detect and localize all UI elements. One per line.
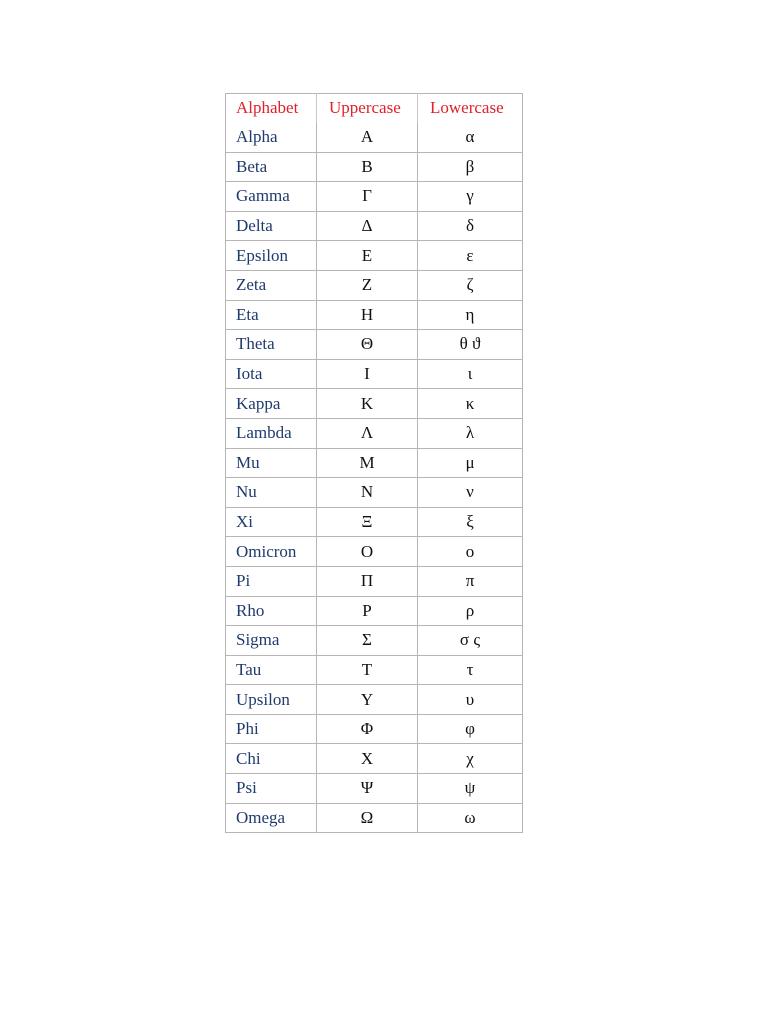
table-body [226,123,523,833]
uppercase-letter-cell: Σ [317,626,418,656]
lowercase-letter-cell: β [418,152,523,182]
lowercase-letter-cell: ο [418,537,523,567]
uppercase-letter-cell: Ν [317,478,418,508]
table-row [226,596,523,626]
uppercase-letter-cell: Κ [317,389,418,419]
lowercase-letter-cell: θ ϑ [418,330,523,360]
header-lowercase: Lowercase [418,94,523,123]
header-uppercase: Uppercase [317,94,418,123]
uppercase-letter-cell: Δ [317,211,418,241]
uppercase-letter-cell: Θ [317,330,418,360]
uppercase-letter-cell: Γ [317,182,418,212]
lowercase-letter-cell: ν [418,478,523,508]
lowercase-letter-cell: ψ [418,774,523,804]
lowercase-letter-cell: μ [418,448,523,478]
lowercase-letter-cell: τ [418,655,523,685]
table-row [226,330,523,360]
lowercase-letter-cell: φ [418,714,523,744]
lowercase-letter-cell: κ [418,389,523,419]
uppercase-letter-cell: Ι [317,359,418,389]
table-row [226,359,523,389]
uppercase-letter-cell: Χ [317,744,418,774]
table-row [226,270,523,300]
uppercase-letter-cell: Ψ [317,774,418,804]
letter-name-cell: Phi [226,714,317,744]
table-row [226,685,523,715]
uppercase-letter-cell: Ο [317,537,418,567]
table-row [226,507,523,537]
lowercase-letter-cell: δ [418,211,523,241]
lowercase-letter-cell: ξ [418,507,523,537]
uppercase-letter-cell: Μ [317,448,418,478]
lowercase-letter-cell: ε [418,241,523,271]
letter-name-cell: Delta [226,211,317,241]
greek-alphabet-table [225,93,523,833]
uppercase-letter-cell: Ζ [317,270,418,300]
letter-name-cell: Iota [226,359,317,389]
uppercase-letter-cell: Ρ [317,596,418,626]
uppercase-letter-cell: Φ [317,714,418,744]
lowercase-letter-cell: ι [418,359,523,389]
letter-name-cell: Lambda [226,418,317,448]
lowercase-letter-cell: ρ [418,596,523,626]
table-row [226,478,523,508]
table-row [226,774,523,804]
table-row [226,241,523,271]
letter-name-cell: Zeta [226,270,317,300]
lowercase-letter-cell: γ [418,182,523,212]
table-row [226,626,523,656]
uppercase-letter-cell: Υ [317,685,418,715]
header-alphabet: Alphabet [236,98,299,118]
uppercase-letter-cell: Α [317,123,418,153]
header-row [226,94,523,123]
letter-name-cell: Upsilon [226,685,317,715]
table-row [226,714,523,744]
table-row [226,182,523,212]
letter-name-cell: Kappa [226,389,317,419]
letter-name-cell: Epsilon [226,241,317,271]
lowercase-letter-cell: η [418,300,523,330]
table-row [226,803,523,833]
table-header [226,94,523,123]
lowercase-letter-cell: ω [418,803,523,833]
lowercase-letter-cell: σ ς [418,626,523,656]
uppercase-letter-cell: Ξ [317,507,418,537]
letter-name-cell: Rho [226,596,317,626]
lowercase-letter-cell: υ [418,685,523,715]
lowercase-letter-cell: α [418,123,523,153]
letter-name-cell: Alpha [236,127,278,147]
letter-name-cell: Omicron [226,537,317,567]
letter-name-cell: Theta [226,330,317,360]
table-row [226,152,523,182]
table-row [226,418,523,448]
uppercase-letter-cell: Ε [317,241,418,271]
table-row [226,744,523,774]
table-row [226,566,523,596]
table-row [226,389,523,419]
letter-name-cell: Pi [226,566,317,596]
table-row [226,123,523,153]
letter-name-cell: Psi [226,774,317,804]
lowercase-letter-cell: χ [418,744,523,774]
table-row [226,300,523,330]
letter-name-cell: Beta [226,152,317,182]
table-row [226,211,523,241]
uppercase-letter-cell: Τ [317,655,418,685]
letter-name-cell: Tau [226,655,317,685]
letter-name-cell: Nu [226,478,317,508]
letter-name-cell: Mu [226,448,317,478]
uppercase-letter-cell: Η [317,300,418,330]
table-row [226,448,523,478]
uppercase-letter-cell: Β [317,152,418,182]
letter-name-cell: Sigma [226,626,317,656]
lowercase-letter-cell: λ [418,418,523,448]
uppercase-letter-cell: Ω [317,803,418,833]
letter-name-cell: Omega [226,803,317,833]
lowercase-letter-cell: π [418,566,523,596]
uppercase-letter-cell: Π [317,566,418,596]
letter-name-cell: Eta [226,300,317,330]
lowercase-letter-cell: ζ [418,270,523,300]
uppercase-letter-cell: Λ [317,418,418,448]
letter-name-cell: Chi [226,744,317,774]
table-row [226,655,523,685]
letter-name-cell: Xi [226,507,317,537]
table-row [226,537,523,567]
letter-name-cell: Gamma [226,182,317,212]
